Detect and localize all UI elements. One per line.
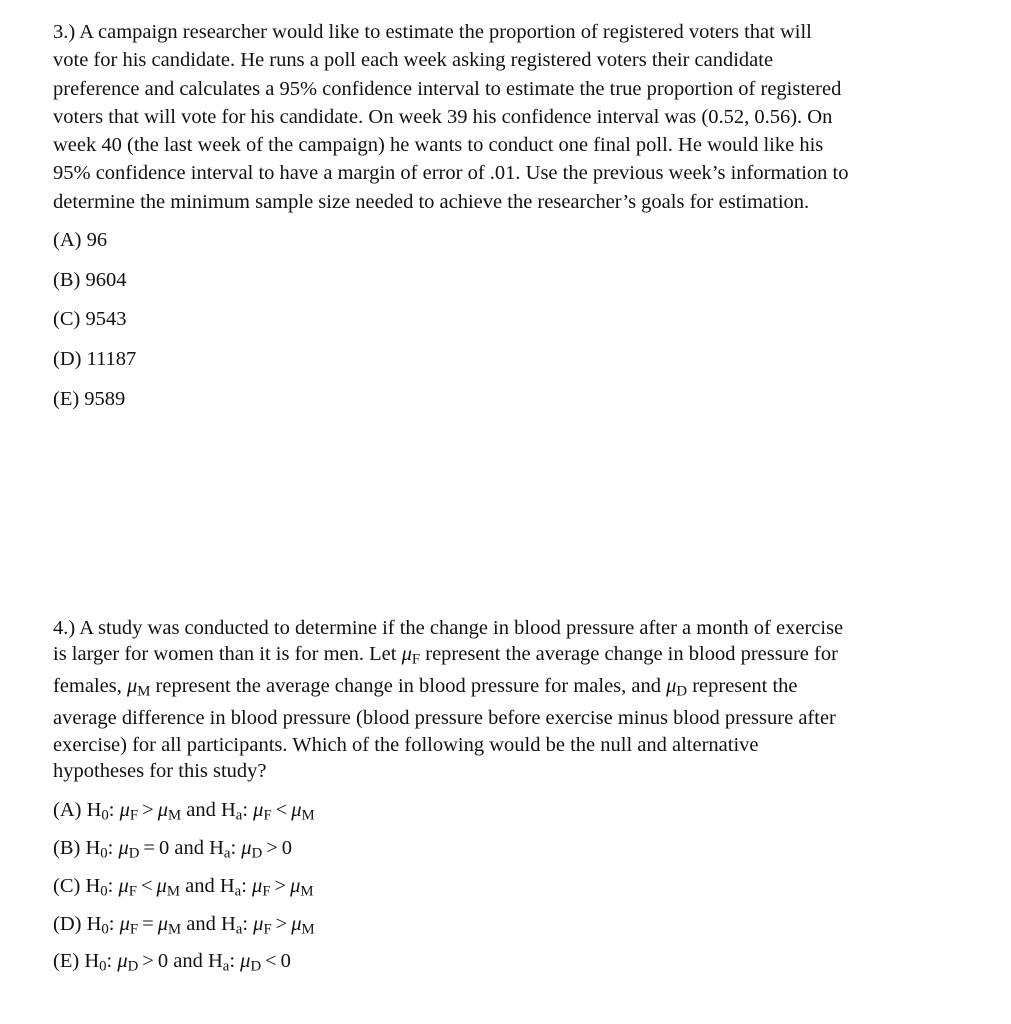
mu-symbol: μ [119, 912, 130, 935]
mu-symbol: μ [157, 799, 168, 822]
mu-symbol: μ [156, 874, 167, 897]
operator: < [275, 799, 288, 822]
h-symbol: H [209, 836, 224, 859]
question-3-choices [53, 228, 953, 426]
operator: > [142, 950, 154, 973]
subscript: F [129, 807, 139, 824]
mu-symbol: μ [290, 874, 301, 897]
subscript: D [128, 845, 140, 862]
mu-symbol: μ [253, 912, 264, 935]
subscript: D [251, 845, 263, 862]
subscript: F [263, 921, 272, 938]
subscript: 0 [101, 807, 109, 824]
h-symbol: H [220, 799, 236, 822]
mu-symbol: μ [118, 836, 129, 859]
choice-e [53, 949, 953, 987]
colon: : [108, 799, 115, 822]
operator: > [274, 874, 287, 897]
stem-line: 3.) A campaign researcher would like to estimate the proportion of registered voters that will [53, 21, 812, 43]
stem-line: week 40 (the last week of the campaign) he wants to conduct one final poll. He would like his [53, 134, 824, 157]
subscript: M [166, 883, 180, 900]
stem-text: represent the average change in blood pressure for [420, 643, 838, 666]
stem-line: exercise) for all participants. Which of the following would be the null and alternative [53, 733, 759, 756]
colon: : [107, 874, 114, 897]
colon: : [106, 950, 113, 973]
subscript: a [223, 845, 231, 862]
stem-line: voters that will vote for his candidate. On week 39 his confidence interval was (0.52, 0.56). On [53, 105, 833, 128]
subscript: D [127, 959, 139, 976]
subscript: 0 [99, 959, 107, 976]
stem-line: 95% confidence interval to have a margin of error of .01. Use the previous week’s information to [53, 162, 849, 185]
subscript: F [262, 883, 271, 900]
stem-text: represent the average change in blood pressure for males, and [150, 675, 667, 698]
subscript: 0 [101, 921, 109, 938]
subscript: 0 [100, 845, 108, 862]
subscript: D [676, 683, 688, 700]
subscript: M [300, 883, 314, 900]
h-symbol: H [86, 799, 102, 822]
choice-e: (E) 9589 [53, 387, 126, 410]
choice-d [53, 912, 953, 950]
subscript: F [128, 883, 137, 900]
operator: < [265, 950, 277, 973]
subscript: a [222, 959, 230, 976]
zero: 0 [157, 950, 169, 973]
subscript: M [301, 807, 315, 824]
h-symbol: H [220, 912, 236, 935]
choice-a: (A) 96 [53, 229, 108, 252]
operator: > [142, 799, 154, 822]
choice-label: (B) [53, 836, 81, 859]
subscript: a [234, 883, 242, 900]
mu-symbol: μ [252, 874, 263, 897]
mu-symbol: μ [117, 950, 128, 973]
subscript: a [235, 921, 243, 938]
mu-symbol: μ [119, 799, 130, 822]
and-word: and [186, 799, 216, 822]
stem-text: females, [53, 675, 127, 698]
mu-symbol: μ [241, 836, 252, 859]
subscript: M [167, 921, 182, 938]
stem-text: is larger for women than it is for men. Let [53, 643, 402, 666]
operator: = [143, 836, 155, 859]
colon: : [242, 799, 249, 822]
subscript: F [263, 807, 272, 824]
operator: < [140, 874, 153, 897]
subscript: F [411, 651, 421, 668]
subscript: D [250, 959, 262, 976]
stem-line: vote for his candidate. He runs a poll each week asking registered voters their candidate [53, 49, 774, 72]
colon: : [242, 912, 249, 935]
h-symbol: H [86, 912, 102, 935]
h-symbol: H [84, 950, 100, 973]
choice-c: (C) 9543 [53, 308, 127, 331]
stem-text: represent the [687, 675, 798, 698]
operator: > [266, 836, 278, 859]
question-4-stem [53, 615, 953, 784]
zero: 0 [281, 836, 293, 859]
and-word: and [174, 836, 204, 859]
subscript: F [129, 921, 139, 938]
choice-a [53, 798, 953, 836]
colon: : [229, 950, 236, 973]
choice-c [53, 874, 953, 912]
zero: 0 [158, 836, 170, 859]
stem-line: hypotheses for this study? [53, 759, 267, 782]
question-3-stem [53, 18, 953, 216]
subscript: M [137, 683, 151, 700]
choice-label: (C) [53, 874, 81, 897]
and-word: and [185, 874, 215, 897]
mu-symbol: μ [240, 950, 251, 973]
zero: 0 [280, 950, 291, 973]
subscript: 0 [100, 883, 108, 900]
stem-line: 4.) A study was conducted to determine if the change in blood pressure after a month of exercise [53, 617, 844, 639]
mu-symbol: μ [401, 643, 412, 666]
colon: : [230, 836, 237, 859]
h-symbol: H [85, 874, 101, 897]
h-symbol: H [207, 950, 223, 973]
h-symbol: H [219, 874, 235, 897]
subscript: a [235, 807, 243, 824]
mu-symbol: μ [253, 799, 264, 822]
choice-label: (A) [53, 799, 82, 822]
mu-symbol: μ [157, 912, 168, 935]
stem-line: average difference in blood pressure (blood pressure before exercise minus blood pressure after [53, 707, 836, 730]
colon: : [107, 836, 114, 859]
mu-symbol: μ [666, 675, 677, 698]
choice-b [53, 836, 953, 874]
operator: = [142, 912, 154, 935]
choice-b: (B) 9604 [53, 268, 127, 291]
mu-symbol: μ [118, 874, 129, 897]
question-3 [53, 18, 953, 427]
and-word: and [173, 950, 203, 973]
stem-line: determine the minimum sample size needed to achieve the researcher’s goals for estimation. [53, 190, 810, 213]
choice-label: (E) [53, 950, 80, 973]
h-symbol: H [85, 836, 101, 859]
mu-symbol: μ [291, 799, 302, 822]
colon: : [108, 912, 115, 935]
mu-symbol: μ [291, 912, 302, 935]
subscript: M [301, 921, 315, 938]
colon: : [241, 874, 247, 897]
question-4-choices [53, 798, 953, 987]
choice-label: (D) [53, 912, 82, 935]
mu-symbol: μ [127, 675, 138, 698]
question-4 [53, 615, 953, 987]
choice-d: (D) 11187 [53, 348, 137, 371]
stem-line: preference and calculates a 95% confidence interval to estimate the true proportion of registered [53, 77, 842, 100]
and-word: and [186, 912, 216, 935]
subscript: M [167, 807, 182, 824]
operator: > [275, 912, 288, 935]
